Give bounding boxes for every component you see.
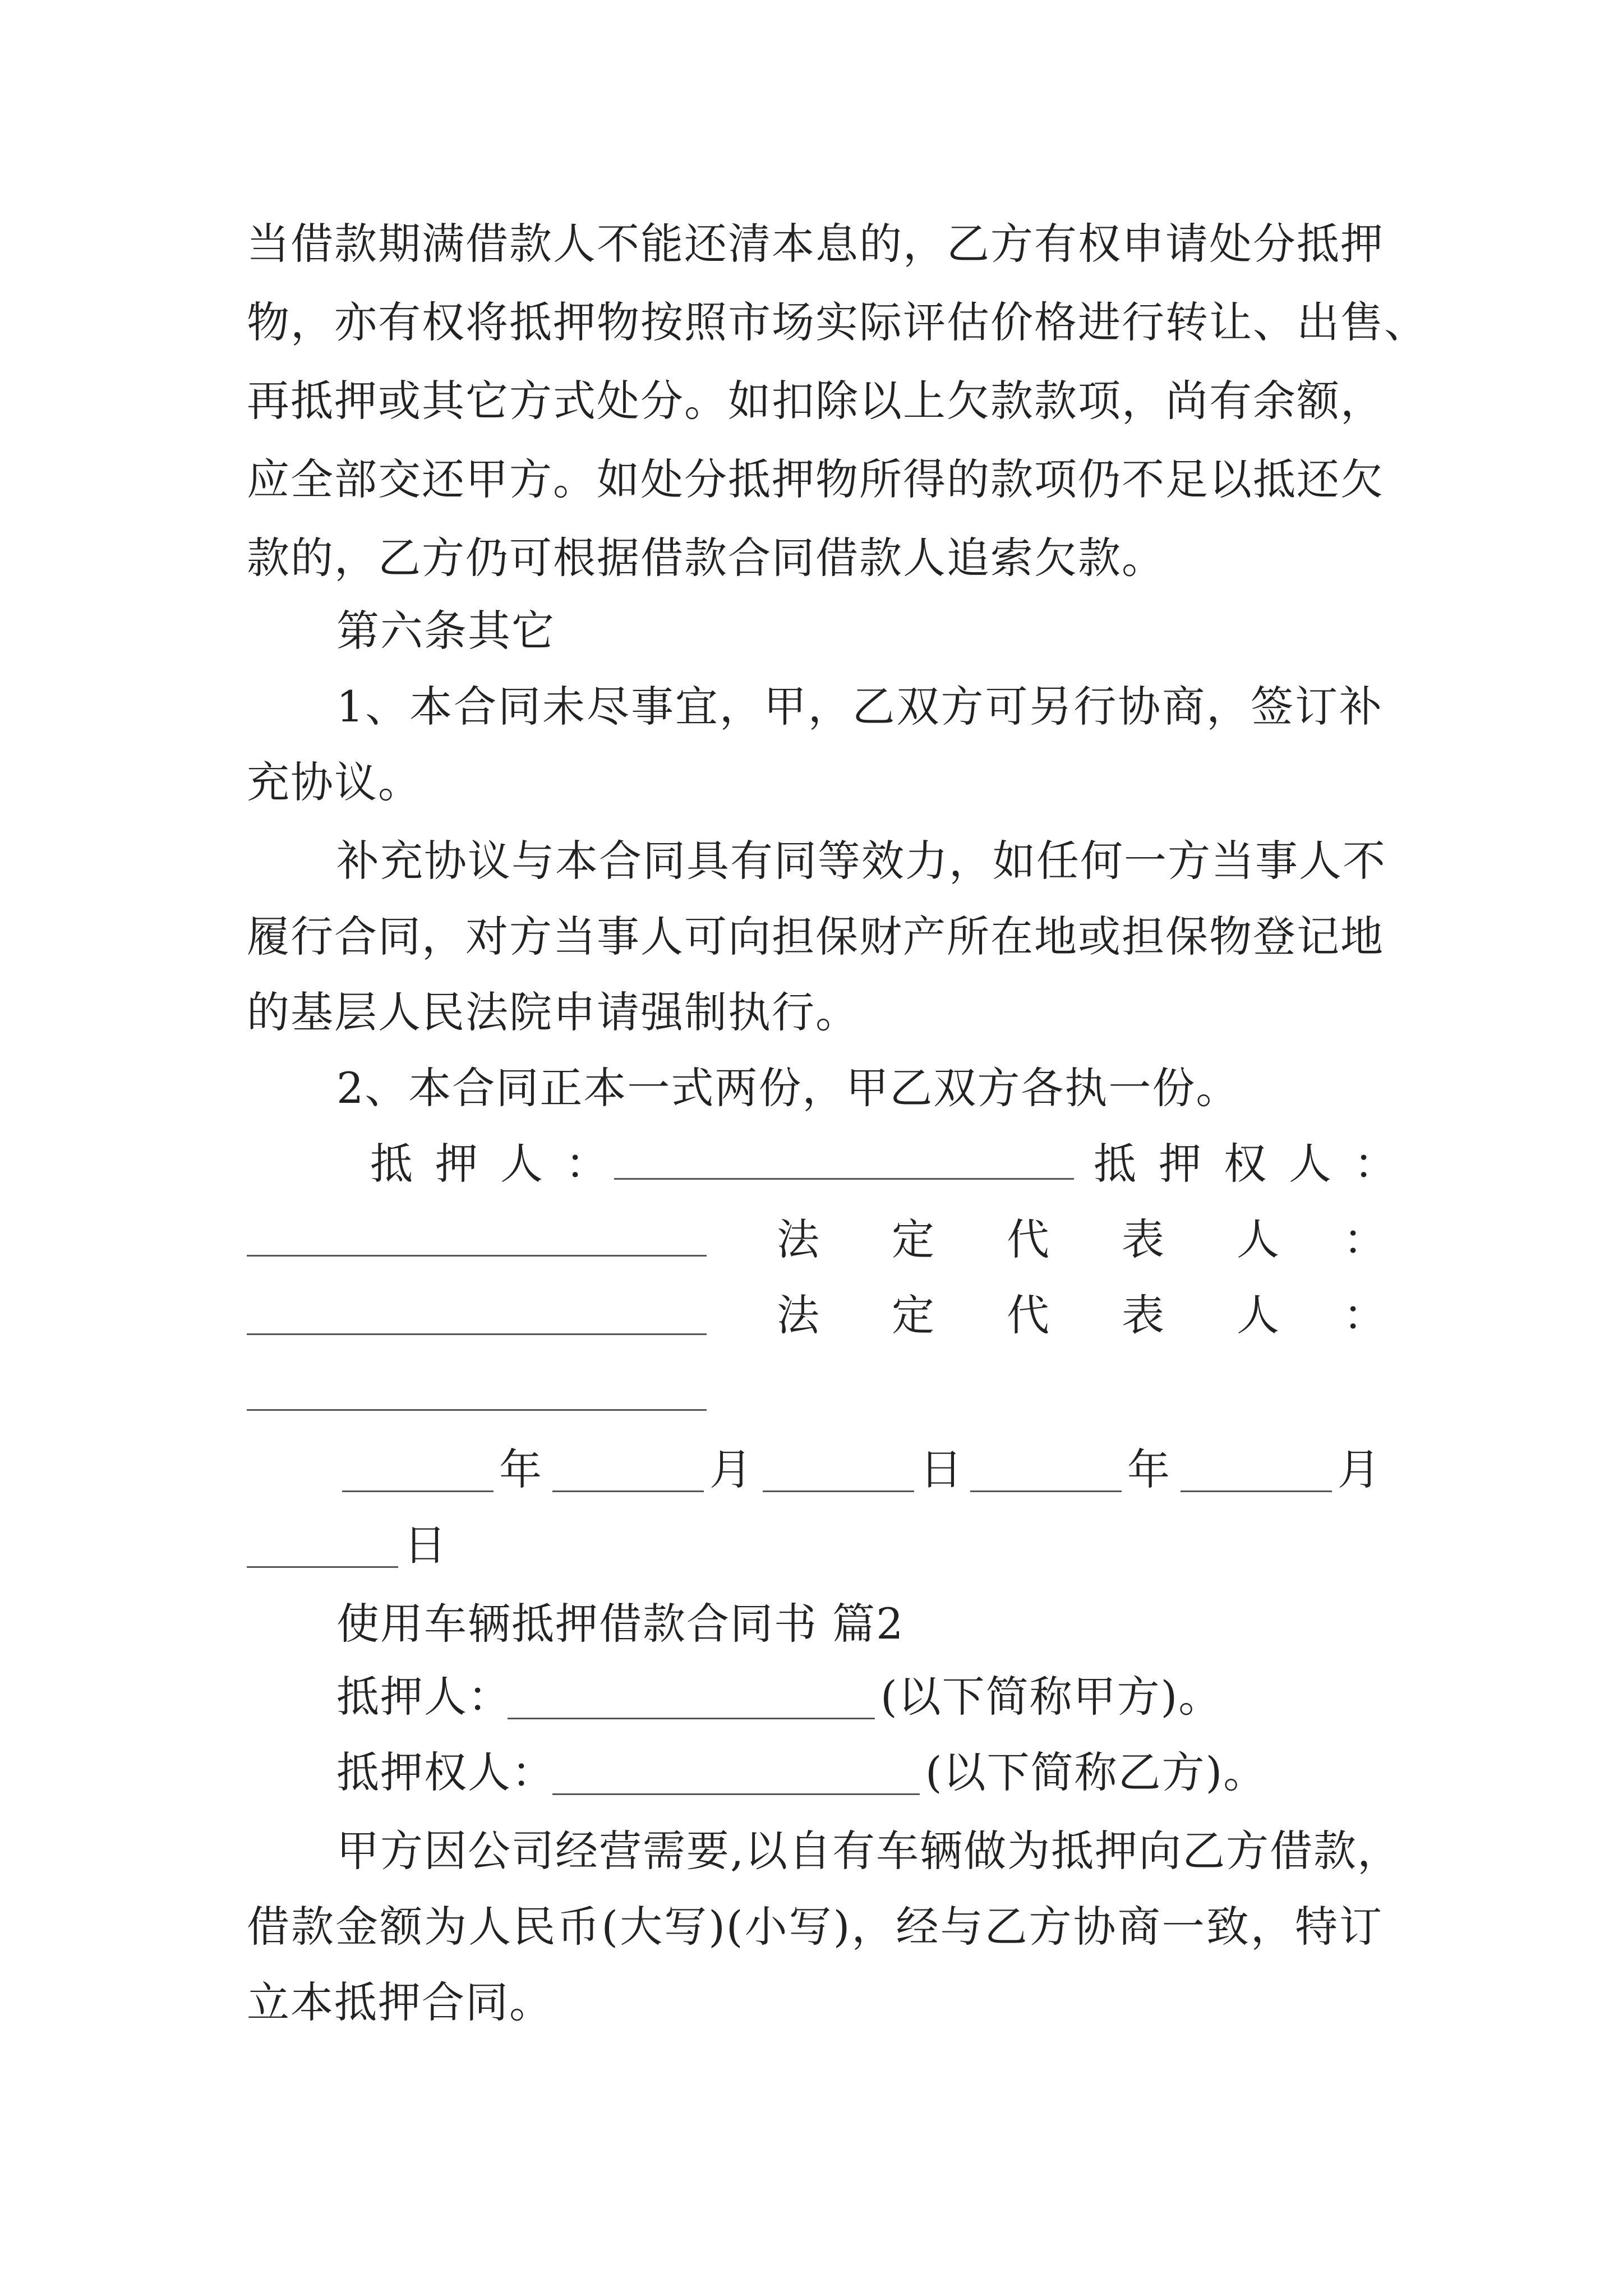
mortgagee-label: 抵押权人：: [1094, 1139, 1419, 1189]
date-year-label: 年: [1127, 1444, 1170, 1494]
paragraph-line: 款的，乙方仍可根据借款合同借款人追索欠款。: [247, 533, 1165, 583]
clause-line: 充协议。: [247, 757, 422, 807]
date-month-blank-1[interactable]: [552, 1489, 704, 1492]
date-month-label: 月: [1338, 1444, 1380, 1494]
mortgagor-signature-blank[interactable]: [614, 1177, 1074, 1180]
mortgagor-label: 抵押人：: [370, 1139, 630, 1189]
document-page: 当借款期满借款人不能还清本息的，乙方有权申请处分抵押 物，亦有权将抵押物按照市场实际评估价格进行转让、出售、 再抵押或其它方式处分。如扣除以上欠款款项，尚有余额， 应全部交还甲方。如处分抵押物所得的款项仍不足以抵还欠 款的，乙方仍可根据借款合同借款人追索欠款。 第六条其它 1、本合同未尽事宜，甲，乙双方可另行协商，签订补 充协议。 补充协议与本合同具有同等效力，如任何一方当事人不 履行合同，对方当事人可向担保财产所在地或担保物登记地 的基层人民法院申请强制执行。 2、本合同正本一式两份，甲乙双方各执一份。 抵押人： 抵押权人： 法 定 代 表 人 ： 法 定 代 表 人 ： 年 月 日 年 月 日 使用车辆抵押借款合同书 篇2 抵押人： (以下简称甲方)。 抵押权人： (以下简称乙方)。 甲方因公司经营需要,以自有车辆做为抵押向乙方借款， 借款金额为人民币(大写)(小写)，经与乙方协商一致，特订 立本抵押合同。: [0, 0, 1623, 2296]
legal-rep-signature-blank-1[interactable]: [247, 1332, 707, 1335]
party-a-blank[interactable]: [508, 1717, 875, 1719]
intro-line: 立本抵押合同。: [247, 1977, 553, 2027]
date-day-blank-2[interactable]: [247, 1565, 398, 1568]
date-day-label: 日: [920, 1444, 962, 1494]
paragraph-line: 当借款期满借款人不能还清本息的，乙方有权申请处分抵押: [247, 219, 1384, 269]
date-year-label: 年: [499, 1444, 542, 1494]
date-year-blank-1[interactable]: [342, 1489, 494, 1492]
paragraph-line: 应全部交还甲方。如处分抵押物所得的款项仍不足以抵还欠: [247, 454, 1384, 504]
party-a-note: (以下简称甲方)。: [880, 1672, 1223, 1722]
party-b-blank[interactable]: [552, 1792, 920, 1795]
party-b-label: 抵押权人：: [336, 1747, 555, 1797]
mortgagee-signature-blank[interactable]: [247, 1254, 707, 1257]
clause-line: 2、本合同正本一式两份，甲乙双方各执一份。: [336, 1063, 1240, 1113]
intro-line: 甲方因公司经营需要,以自有车辆做为抵押向乙方借款，: [336, 1826, 1401, 1876]
date-day-blank-1[interactable]: [763, 1489, 914, 1492]
clause-line: 补充协议与本合同具有同等效力，如任何一方当事人不: [336, 836, 1386, 886]
paragraph-line: 再抵押或其它方式处分。如扣除以上欠款款项，尚有余额，: [247, 376, 1384, 426]
article-heading: 第六条其它: [336, 606, 555, 656]
contract-title: 使用车辆抵押借款合同书 篇2: [336, 1599, 905, 1649]
legal-rep-signature-blank-2[interactable]: [247, 1408, 707, 1411]
paragraph-line: 物，亦有权将抵押物按照市场实际评估价格进行转让、出售、: [247, 297, 1428, 347]
date-month-blank-2[interactable]: [1181, 1489, 1332, 1492]
party-b-note: (以下简称乙方)。: [925, 1747, 1267, 1797]
date-day-label: 日: [404, 1520, 446, 1570]
party-a-label: 抵押人：: [336, 1672, 511, 1722]
date-year-blank-2[interactable]: [970, 1489, 1122, 1492]
intro-line: 借款金额为人民币(大写)(小写)，经与乙方协商一致，特订: [247, 1902, 1383, 1952]
clause-line: 的基层人民法院申请强制执行。: [247, 987, 859, 1037]
clause-line: 履行合同，对方当事人可向担保财产所在地或担保物登记地: [247, 912, 1384, 961]
date-month-label: 月: [709, 1444, 752, 1494]
clause-line: 1、本合同未尽事宜，甲，乙双方可另行协商，签订补: [336, 682, 1383, 731]
